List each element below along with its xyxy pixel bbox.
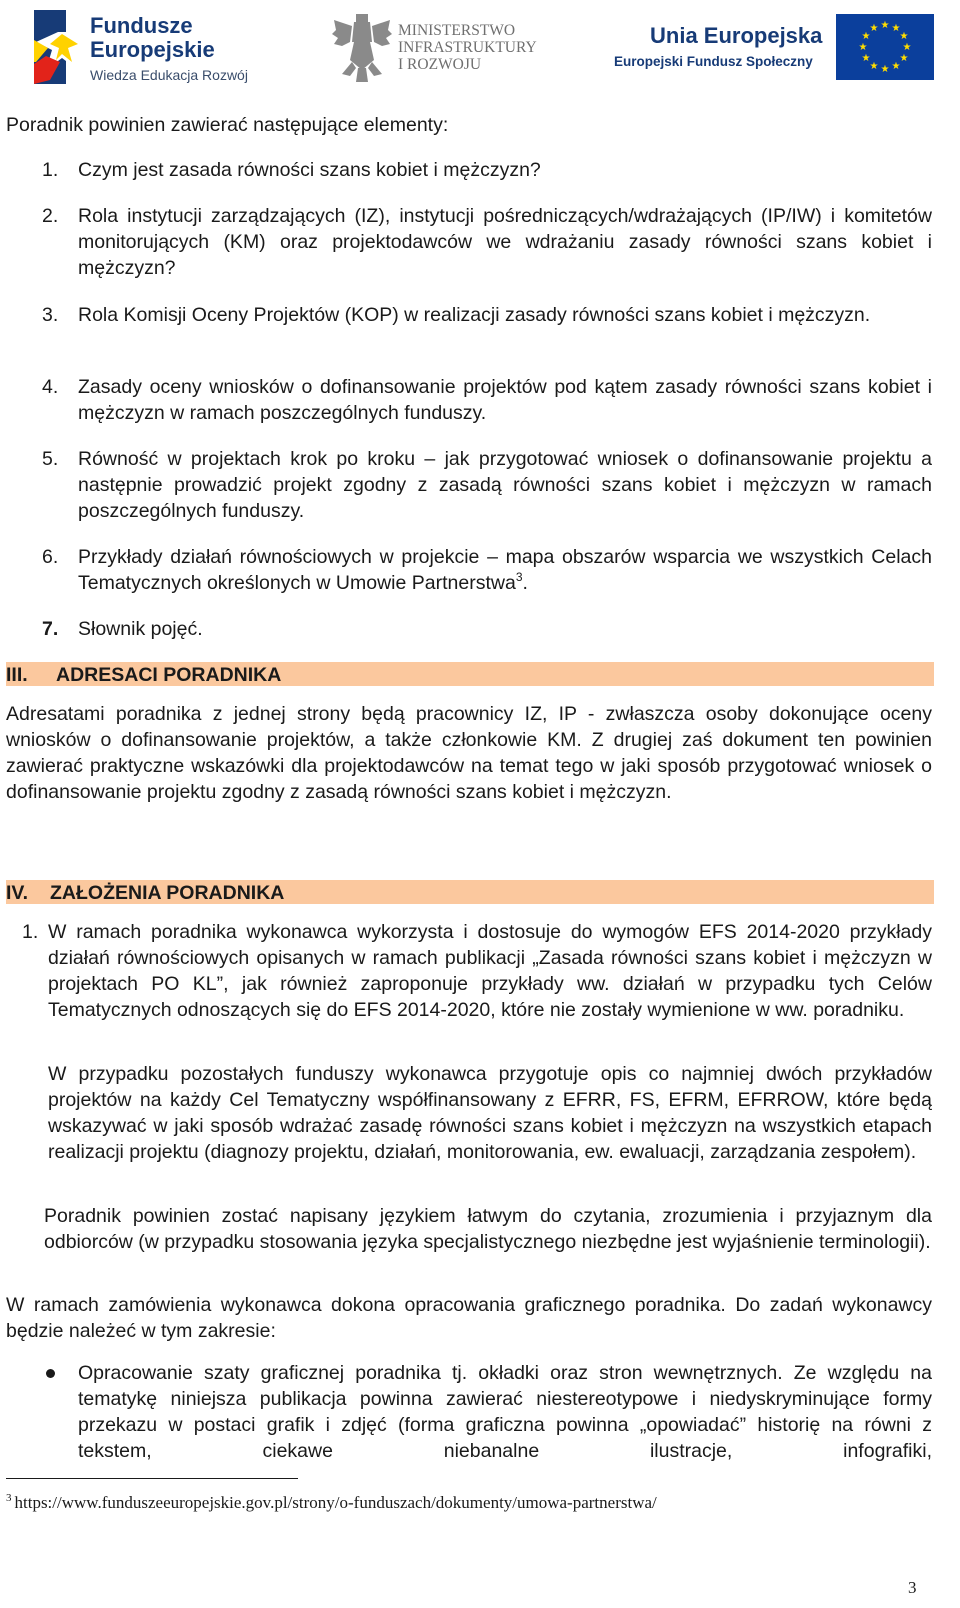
fe-tagline: Wiedza Edukacja Rozwój: [90, 67, 248, 83]
svg-text:★: ★: [891, 23, 901, 34]
list-item-text: Słownik pojęć.: [78, 618, 203, 640]
bullet-icon: [46, 1369, 55, 1378]
list-item-number: 1.: [22, 921, 39, 943]
ministry-name: [398, 22, 537, 73]
section-number: III.: [6, 664, 28, 686]
section-heading-iv: [6, 880, 934, 904]
fundusze-europejskie-logo: [26, 4, 266, 90]
footnote-separator: [6, 1478, 298, 1479]
unia-europejska-logo: [614, 14, 934, 82]
list-item-number: 4.: [42, 376, 59, 398]
list-item-number: 1.: [42, 159, 59, 181]
footnote-link[interactable]: https://www.funduszeeuropejskie.gov.pl/strony/o-funduszach/dokumenty/umowa-partnerstwa/: [14, 1493, 657, 1512]
list-item-text: Czym jest zasada równości szans kobiet i mężczyzn?: [78, 159, 541, 181]
graphic-design-paragraph: W ramach zamówienia wykonawca dokona opracowania graficznego poradnika. Do zadań wykonawcy będzie należeć w tym zakresie:: [6, 1294, 932, 1342]
addressees-paragraph: Adresatami poradnika z jednej strony będą pracownicy IZ, IP - zwłaszcza osoby dokonujące oceny wniosków o dofinansowanie projektów, a także członkowie KM. Z drugiej zaś dokument ten powinien zawierać praktyczne wskazówki dla projektodawców na temat tego w jaki sposób przygotować wniosek o dofinansowanie projektu zgodny z zasadą równości szans kobiet i mężczyzn.: [6, 703, 932, 803]
bullet-text: Opracowanie szaty graficznej poradnika tj. okładki oraz stron wewnętrznych. Ze względu na tematykę niniejsza publikacja powinna zawierać niestereotypowe i niedyskryminujące formy przekazu w postaci grafik i zdjęć (forma graficzna powinna „opowiadać” historię na równi z tekstem, ciekawe niebanalne ilustracje, infografiki,: [78, 1362, 932, 1462]
fe-title: [90, 14, 215, 62]
svg-text:★: ★: [861, 53, 871, 64]
list-item-number: 5.: [42, 448, 59, 470]
ministry-logo: [330, 12, 570, 84]
svg-text:★: ★: [902, 42, 912, 53]
section-title: ADRESACI PORADNIKA: [56, 664, 282, 686]
list-item-text: [78, 544, 932, 596]
ministry-line3: I ROZWOJU: [398, 56, 482, 73]
intro-paragraph: Poradnik powinien zawierać następujące elementy:: [6, 114, 449, 136]
list-item-number: 3.: [42, 304, 59, 326]
list-item-text: Zasady oceny wniosków o dofinansowanie projektów pod kątem zasady równości szans kobiet i mężczyzn w ramach poszczególnych funduszy.: [78, 376, 932, 424]
list-item-text: Rola instytucji zarządzających (IZ), instytucji pośredniczących/wdrażających (IP/IW) i komitetów monitorujących (KM) oraz projektodawców we wdrażaniu zasady równości szans kobiet i mężczyzn?: [78, 205, 932, 279]
list-item-number: 2.: [42, 205, 59, 227]
footnote-reference[interactable]: 3: [515, 570, 523, 584]
header-logos: [0, 0, 960, 92]
ue-subtitle: Europejski Fundusz Społeczny: [614, 54, 813, 69]
polish-eagle-emblem-icon: [330, 12, 394, 84]
svg-text:★: ★: [858, 42, 868, 53]
ministry-line1: MINISTERSTWO: [398, 22, 516, 39]
svg-text:★: ★: [880, 64, 890, 75]
footnote-number: 3: [6, 1492, 12, 1504]
section-number: IV.: [6, 882, 29, 904]
svg-text:★: ★: [891, 61, 901, 72]
svg-text:★: ★: [880, 20, 890, 31]
ue-title: Unia Europejska: [650, 23, 823, 48]
page-number: 3: [908, 1578, 917, 1597]
fe-title-line2: Europejskie: [90, 37, 215, 62]
list-item-text-main: Przykłady działań równościowych w projekcie – mapa obszarów wsparcia we wszystkich Celach Tematycznych określonych w Umowie Partnerstwa: [78, 546, 932, 594]
svg-text:★: ★: [869, 61, 879, 72]
language-paragraph: Poradnik powinien zostać napisany językiem łatwym do czytania, zrozumienia i przyjaznym dla odbiorców (w przypadku stosowania języka specjalistycznego niezbędne jest wyjaśnienie terminologii).: [44, 1205, 932, 1253]
list-item-text: Rola Komisji Oceny Projektów (KOP) w realizacji zasady równości szans kobiet i mężczyzn.: [78, 304, 871, 326]
svg-text:★: ★: [861, 31, 871, 42]
svg-text:★: ★: [899, 31, 909, 42]
footnote: [6, 1493, 657, 1513]
list-item-text: Równość w projektach krok po kroku – jak przygotować wniosek o dofinansowanie projektu a następnie prowadzić projekt zgodny z zasadą równości szans kobiet i mężczyzn w ramach poszczególnych funduszy.: [78, 448, 932, 522]
list-item-number: 6.: [42, 546, 59, 568]
svg-text:★: ★: [869, 23, 879, 34]
list-item-number: 7.: [42, 618, 59, 640]
fe-title-line1: Fundusze: [90, 13, 193, 38]
list-item-text-end: .: [522, 572, 528, 594]
other-funds-paragraph: W przypadku pozostałych funduszy wykonawca przygotuje opis co najmniej dwóch przykładów projektów na każdy Cel Tematyczny współfinansowany z EFRR, FS, EFRM, EFRROW, które będą wskazywać w jaki sposób wdrażać zasadę równości szans kobiet i mężczyzn na wszystkich etapach realizacji projektu (diagnozy projektu, działań, monitorowania, ew. ewaluacji, zarządzania zespołem).: [48, 1063, 932, 1163]
eu-flag-icon: [836, 14, 934, 80]
svg-text:★: ★: [899, 53, 909, 64]
section-heading-iii: [6, 662, 934, 686]
section-title: ZAŁOŻENIA PORADNIKA: [50, 882, 285, 904]
list-item-text: W ramach poradnika wykonawca wykorzysta i dostosuje do wymogów EFS 2014-2020 przykłady działań równościowych opisanych w ramach publikacji „Zasada równości szans kobiet i mężczyzn w projektach PO KL”, jak również zaproponuje przykłady ww. działań w przypadku tych Celów Tematycznych odnoszących się do EFS 2014-2020, które nie zostały wymienione w ww. poradniku.: [48, 921, 932, 1021]
ministry-line2: INFRASTRUKTURY: [398, 39, 537, 56]
